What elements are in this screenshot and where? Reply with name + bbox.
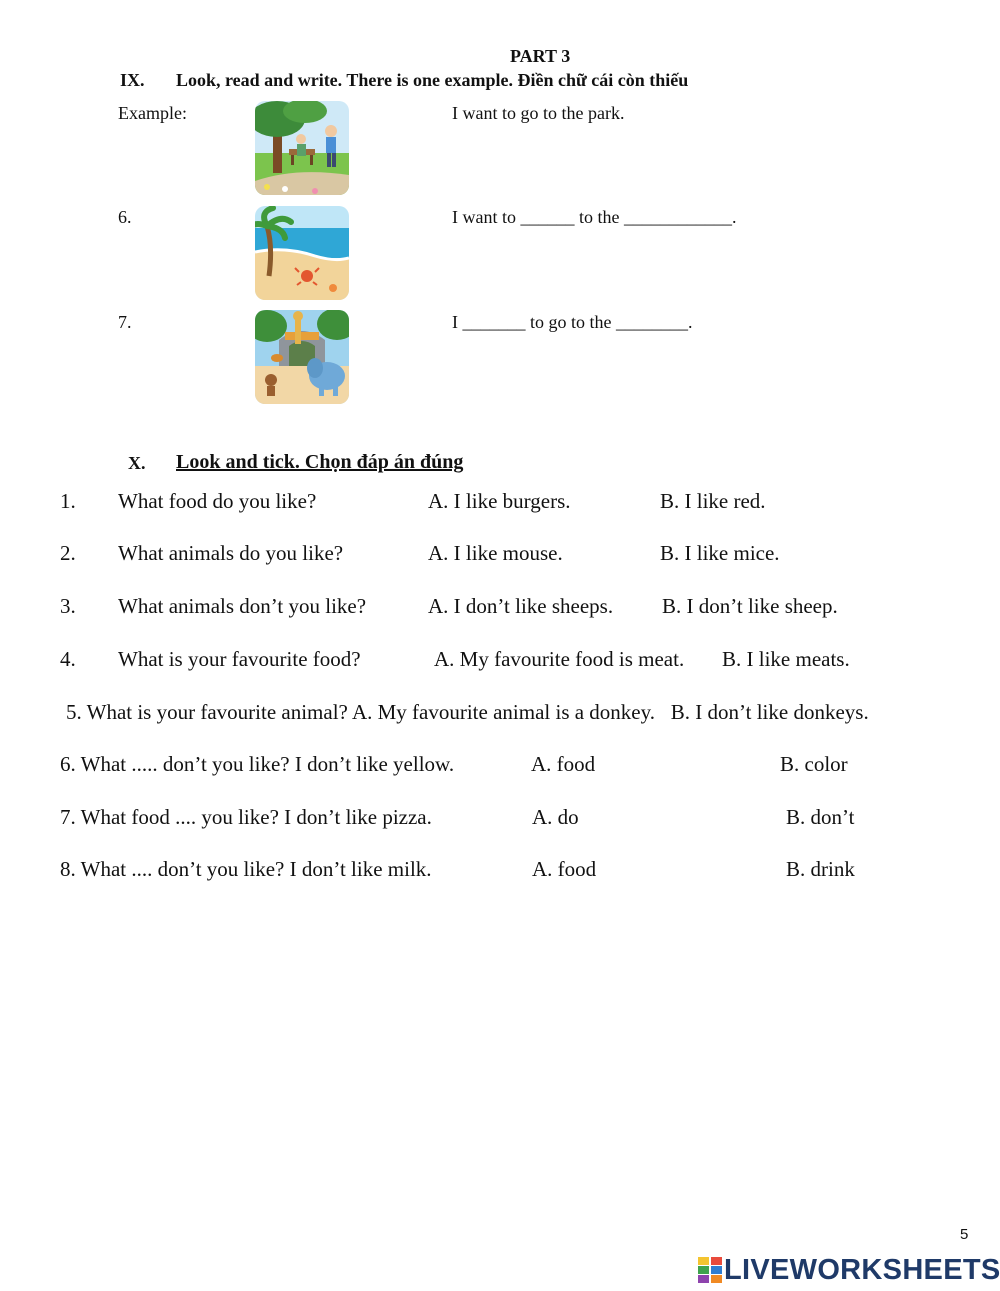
park-picture (255, 101, 349, 195)
liveworksheets-logo-icon (698, 1257, 722, 1283)
x-q1-question: What food do you like? (118, 489, 317, 513)
x-q2-option-b[interactable]: B. I like mice. (660, 541, 780, 565)
x-q3-question: What animals don’t you like? (118, 594, 367, 618)
ix-item-6-sentence: I want to ______ to the ____________. (452, 207, 737, 227)
x-q7-question: 7. What food .... you like? I don’t like pizza. (60, 805, 432, 829)
part-title: PART 3 (510, 46, 571, 66)
section-x-number: X. (128, 453, 146, 473)
x-q4-option-b[interactable]: B. I like meats. (722, 647, 850, 671)
section-x-instruction: Look and tick. Chọn đáp án đúng (176, 451, 464, 473)
section-ix-number: IX. (120, 70, 145, 90)
zoo-picture (255, 310, 349, 404)
x-q1-number: 1. (60, 489, 76, 513)
x-q4-question: What is your favourite food? (118, 647, 361, 671)
brand-name[interactable]: LIVEWORKSHEETS (724, 1254, 1000, 1286)
ix-example-sentence: I want to go to the park. (452, 103, 625, 123)
ix-item-6-label: 6. (118, 207, 132, 227)
x-q2-number: 2. (60, 541, 76, 565)
beach-picture (255, 206, 349, 300)
x-q6-question: 6. What ..... don’t you like? I don’t like yellow. (60, 752, 455, 776)
x-q4-option-a[interactable]: A. My favourite food is meat. (434, 647, 685, 671)
x-q7-option-b[interactable]: B. don’t (786, 805, 855, 829)
x-q5-line: 5. What is your favourite animal? A. My favourite animal is a donkey. B. I don’t like donkeys. (66, 700, 869, 724)
ix-item-7-label: 7. (118, 312, 132, 332)
x-q2-question: What animals do you like? (118, 541, 344, 565)
x-q1-option-a[interactable]: A. I like burgers. (428, 489, 571, 513)
x-q3-option-b[interactable]: B. I don’t like sheep. (662, 594, 838, 618)
x-q4-number: 4. (60, 647, 76, 671)
ix-item-7-sentence: I _______ to go to the ________. (452, 312, 693, 332)
x-q2-option-a[interactable]: A. I like mouse. (428, 541, 563, 565)
x-q8-option-b[interactable]: B. drink (786, 857, 855, 881)
x-q6-option-a[interactable]: A. food (531, 752, 596, 776)
section-ix-instruction: Look, read and write. There is one example. Điền chữ cái còn thiếu (176, 70, 689, 90)
ix-example-label: Example: (118, 103, 187, 123)
x-q3-option-a[interactable]: A. I don’t like sheeps. (428, 594, 614, 618)
x-q7-option-a[interactable]: A. do (532, 805, 579, 829)
page-number: 5 (960, 1226, 969, 1243)
x-q8-question: 8. What .... don’t you like? I don’t like milk. (60, 857, 432, 881)
x-q6-option-b[interactable]: B. color (780, 752, 848, 776)
x-q3-number: 3. (60, 594, 76, 618)
x-q8-option-a[interactable]: A. food (532, 857, 597, 881)
x-q1-option-b[interactable]: B. I like red. (660, 489, 766, 513)
